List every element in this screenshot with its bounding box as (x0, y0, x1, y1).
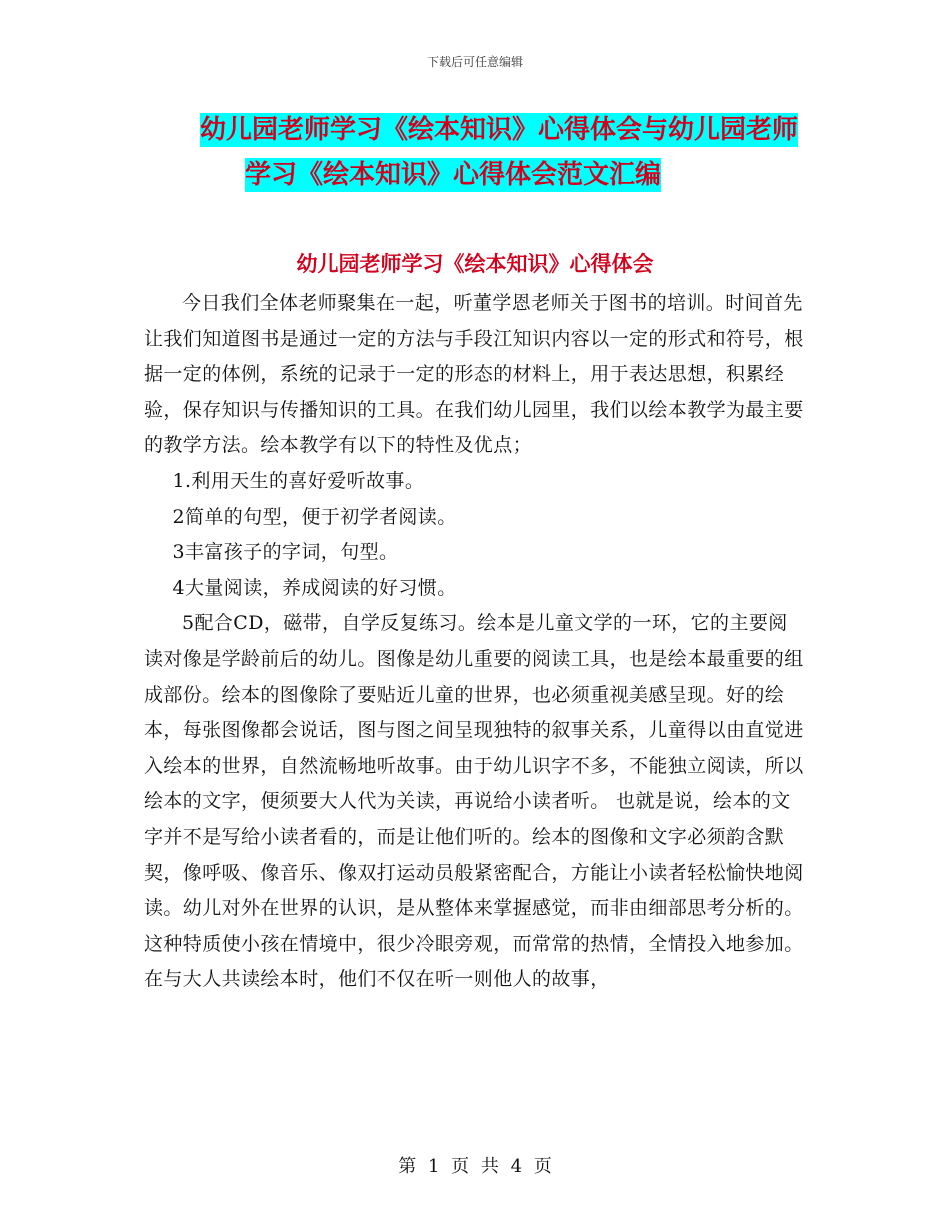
page-header: 下载后可任意编辑 (426, 55, 523, 69)
list-item: 1.利用天生的喜好爱听故事。 (172, 469, 425, 492)
list-item: 4大量阅读，养成阅读的好习惯。 (172, 576, 457, 599)
document-title-line-2 (0, 151, 950, 199)
paragraph-intro: 今日我们全体老师聚集在一起，听董学恩老师关于图书的培训。时间首先让我们知道图书是通过一定的方法与手段江知识内容以一定的形式和符号，根据一定的体例，系统的记录于一定的形态的材料上，用于表达思想，积累经验，保存知识与传播知识的工具。在我们幼儿园里，我们以绘本教学为最主要的教学方法。绘本教学有以下的特性及优点； (144, 292, 804, 457)
list-item: 3丰富孩子的字词，句型。 (172, 541, 399, 564)
section-title: 幼儿园老师学习《绘本知识》心得体会 (296, 251, 654, 276)
document-body (144, 286, 806, 998)
list-item: 2简单的句型，便于初学者阅读。 (172, 505, 457, 528)
title-highlight-2: 学习《绘本知识》心得体会范文汇编 (244, 160, 661, 190)
paragraph-main: 5配合CD，磁带，自学反复练习。绘本是儿童文学的一环，它的主要阅读对像是学龄前后的幼儿。图像是幼儿重要的阅读工具，也是绘本最重要的组成部份。绘本的图像除了要贴近儿童的世界，也必须重视美感呈现。好的绘本，每张图像都会说话，图与图之间呈现独特的叙事关系，儿童得以由直觉进入绘本的世界，自然流畅地听故事。由于幼儿识字不多，不能独立阅读，所以绘本的文字，便须要大人代为关读，再说给小读者听。 也就是说，绘本的文字并不是写给小读者看的，而是让他们听的。绘本的图像和文字必须韵含默契，像呼吸、像音乐、像双打运动员般紧密配合，方能让小读者轻松愉快地阅读。幼儿对外在世界的认识，是从整体来掌握感觉，而非由细部思考分析的。 这种特质使小孩在情境中，很少冷眼旁观，而常常的热情，全情投入地参加。 在与大人共读绘本时，他们不仅在听一则他人的故事， (144, 612, 804, 991)
document-title-line-1 (0, 106, 950, 154)
title-highlight-1: 幼儿园老师学习《绘本知识》心得体会与幼儿园老师 (199, 115, 798, 145)
page-footer: 第 1 页 共 4 页 (398, 1156, 552, 1177)
